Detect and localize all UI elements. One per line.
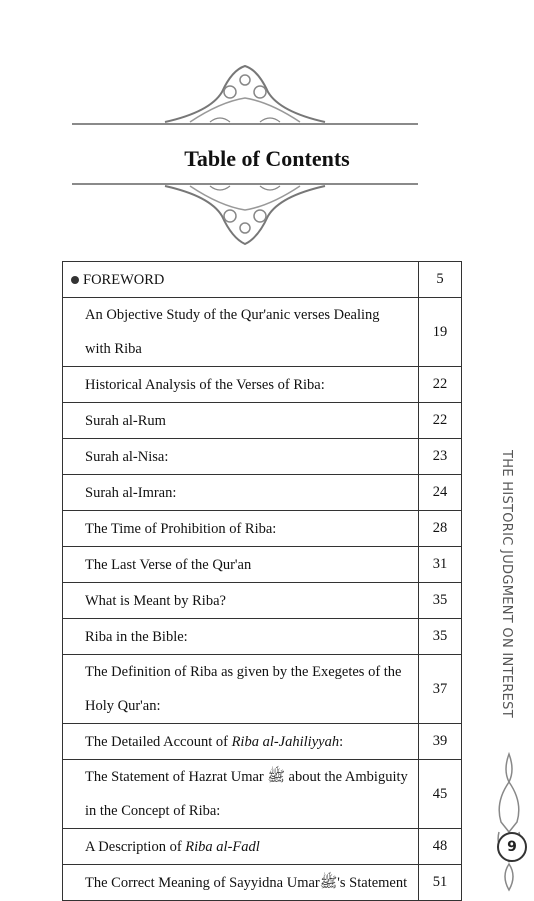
page-number: 9 bbox=[497, 832, 527, 862]
toc-entry-title-prefix: The Detailed Account of bbox=[85, 733, 232, 750]
toc-row bbox=[63, 829, 462, 865]
toc-entry-title: Riba in the Bible: bbox=[63, 619, 419, 655]
toc-entry-title: The Time of Prohibition of Riba: bbox=[63, 511, 419, 547]
toc-entry-title-emphasis: Riba al-Jahiliyyah bbox=[231, 733, 340, 750]
toc-entry-page: 39 bbox=[419, 724, 462, 760]
toc-row bbox=[63, 865, 462, 901]
toc-entry-title: The Statement of Hazrat Umar ﷺ about the Ambiguity in the Concept of Riba: bbox=[63, 760, 419, 829]
toc-row bbox=[63, 760, 462, 829]
toc-entry-title: Surah al-Nisa: bbox=[63, 439, 419, 475]
toc-row bbox=[63, 511, 462, 547]
toc-entry-title-suffix: : bbox=[339, 733, 344, 750]
page-title: Table of Contents bbox=[184, 146, 350, 171]
toc-row-foreword bbox=[63, 262, 462, 298]
toc-entry-page: 19 bbox=[419, 298, 462, 367]
toc-entry-page: 23 bbox=[419, 439, 462, 475]
toc-entry-title: An Objective Study of the Qur'anic verses Dealing with Riba bbox=[63, 298, 419, 367]
toc-entry-title: Surah al-Rum bbox=[63, 403, 419, 439]
toc-entry-page: 5 bbox=[419, 262, 462, 298]
toc-entry-page: 22 bbox=[419, 367, 462, 403]
toc-entry-title: Surah al-Imran: bbox=[63, 475, 419, 511]
toc-row bbox=[63, 403, 462, 439]
toc-entry-title bbox=[63, 829, 419, 865]
toc-entry-page: 31 bbox=[419, 547, 462, 583]
toc-entry-title: Historical Analysis of the Verses of Riba: bbox=[63, 367, 419, 403]
table-of-contents bbox=[62, 261, 462, 901]
toc-entry-page: 24 bbox=[419, 475, 462, 511]
side-ornament bbox=[489, 752, 529, 892]
toc-entry-title: The Definition of Riba as given by the Exegetes of the Holy Qur'an: bbox=[63, 655, 419, 724]
bottom-ornament bbox=[70, 178, 420, 248]
toc-row bbox=[63, 298, 462, 367]
toc-entry-page: 35 bbox=[419, 619, 462, 655]
toc-row bbox=[63, 439, 462, 475]
bullet-icon bbox=[71, 276, 79, 284]
toc-row bbox=[63, 619, 462, 655]
toc-entry-title: What is Meant by Riba? bbox=[63, 583, 419, 619]
toc-entry-page: 37 bbox=[419, 655, 462, 724]
toc-entry-title: The Last Verse of the Qur'an bbox=[63, 547, 419, 583]
toc-entry-page: 45 bbox=[419, 760, 462, 829]
toc-entry-page: 28 bbox=[419, 511, 462, 547]
toc-entry-title: FOREWORD bbox=[83, 271, 165, 288]
toc-entry-page: 51 bbox=[419, 865, 462, 901]
toc-entry-page: 35 bbox=[419, 583, 462, 619]
toc-row bbox=[63, 367, 462, 403]
toc-row bbox=[63, 655, 462, 724]
toc-row bbox=[63, 547, 462, 583]
toc-entry-page: 48 bbox=[419, 829, 462, 865]
toc-row bbox=[63, 583, 462, 619]
top-ornament bbox=[70, 62, 420, 130]
toc-row bbox=[63, 724, 462, 760]
toc-entry-title: The Correct Meaning of Sayyidna Umarﷺ's Statement bbox=[63, 865, 419, 901]
toc-entry-title-emphasis: Riba al-Fadl bbox=[185, 838, 260, 855]
toc-entry-title-prefix: A Description of bbox=[85, 838, 186, 855]
running-title: THE HISTORIC JUDGMENT ON INTEREST bbox=[499, 450, 514, 718]
toc-entry-title bbox=[63, 724, 419, 760]
toc-entry-page: 22 bbox=[419, 403, 462, 439]
toc-row bbox=[63, 475, 462, 511]
